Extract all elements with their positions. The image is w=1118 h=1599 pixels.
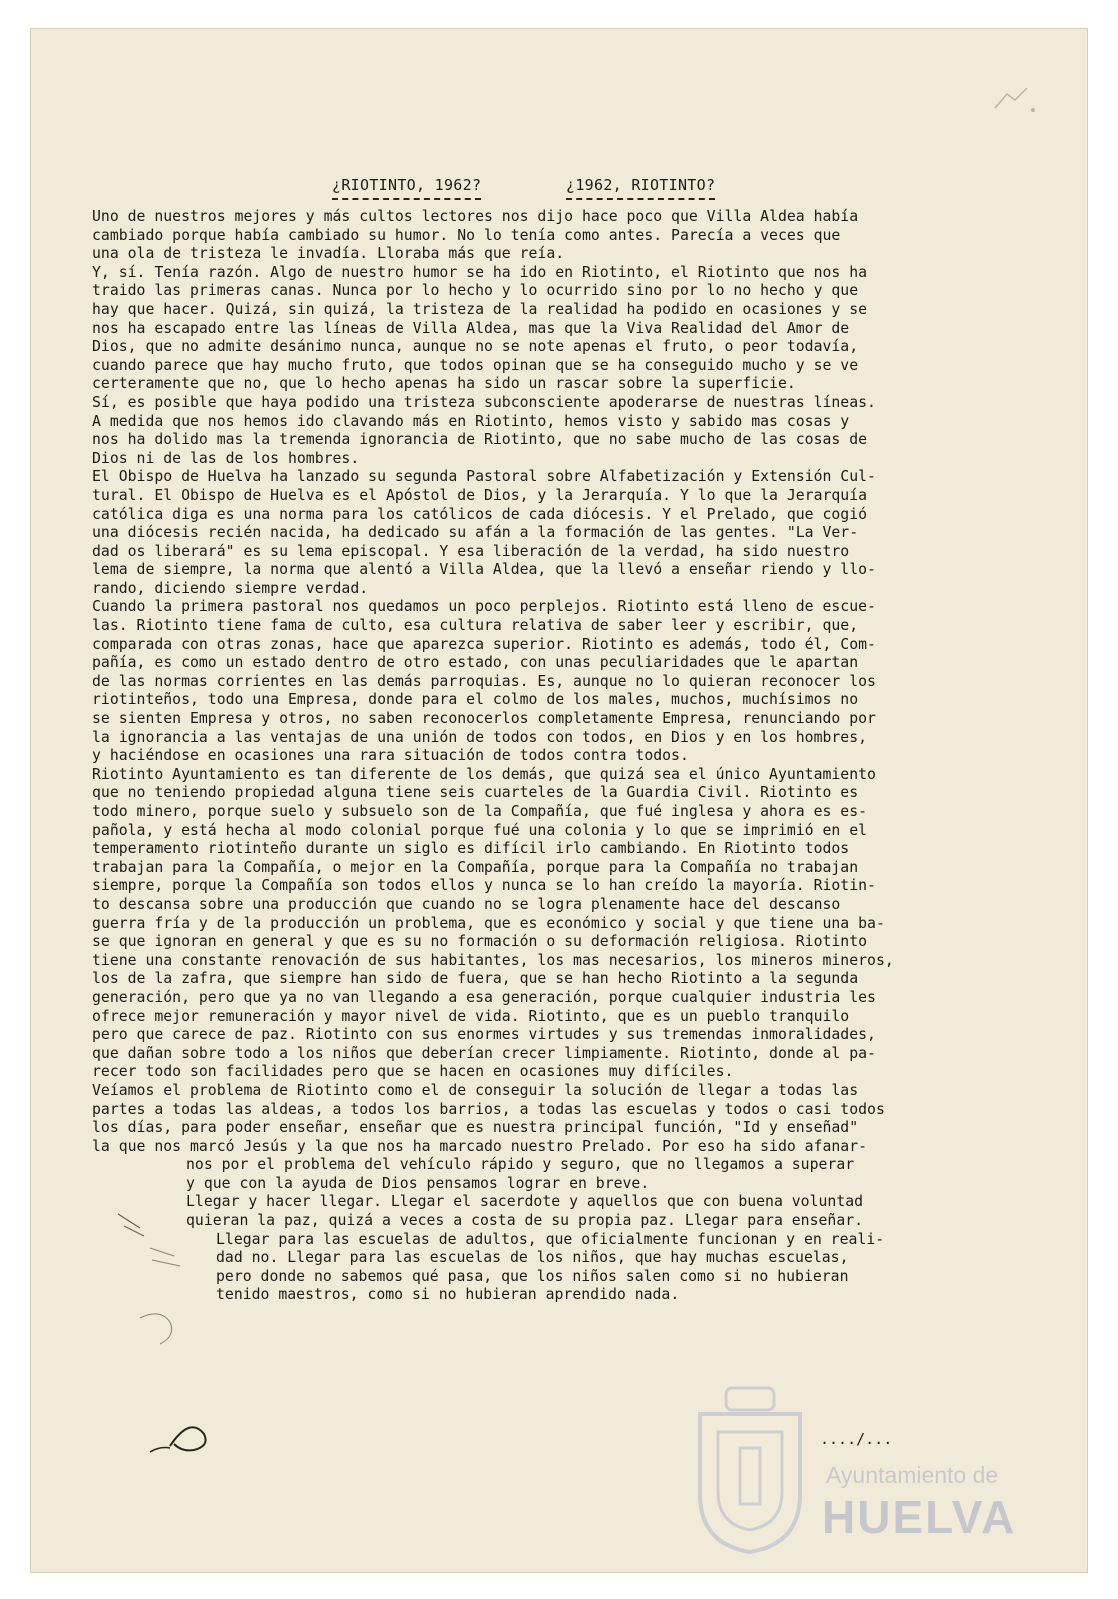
document-page — [30, 28, 1088, 1573]
pencil-marks-icon — [110, 1208, 260, 1468]
watermark — [690, 1374, 1060, 1554]
title-right: ¿1962, RIOTINTO? — [566, 176, 715, 200]
paragraph: Uno de nuestros mejores y más cultos lectores nos dijo hace poco que Villa Aldea había cambiado porque había cambiado su humor. No lo tenía como antes. Parecía a veces que una ola de tristeza le invadía. Lloraba más que reía. — [92, 208, 859, 263]
watermark-line1: Ayuntamiento de — [826, 1462, 999, 1488]
paragraph: Sí, es posible que haya podido una tristeza subconsciente apoderarse de nuestras líneas. A medida que nos hemos ido clavando más en Riotinto, hemos visto y sabido mas cosas y nos ha dolido mas la tremenda ignorancia de Riotinto, que no sabe mucho de las cosas de Dios ni de las de los hombres. — [92, 393, 876, 467]
paragraph: Cuando la primera pastoral nos quedamos un poco perplejos. Riotinto está lleno de escue- las. Riotinto tiene fama de culto, esa cultura relativa de saber leer y escribir, que, comparada con otras zonas, hace que aparezca superior. Riotinto es además, todo él, Com- pañía, es como un estado dentro de otro estado, con unas peculiaridades que le apartan de las normas corrientes en las demás parroquias. Es, aunque no lo quieran reconocer los riotinteños, todo una Empresa, donde para el colmo de los males, muchos, muchísimos no se sienten Empresa y otros, no saben reconocerlos completamente Empresa, renunciando por la ignorancia a las ventajas de una unión de todos con todos, en Dios y en los hombres, y haciéndose en ocasiones una rara situación de todos contra todos. — [92, 598, 876, 765]
paragraph: El Obispo de Huelva ha lanzado su segunda Pastoral sobre Alfabetización y Extensión Cul- tural. El Obispo de Huelva es el Apóstol de Dios, y la Jerarquía. Y lo que la Jerarquía católica diga es una norma para los católicos de cada diócesis. Y el Prelado, que cogió una diócesis recién nacida, ha dedicado su afán a la formación de las gentes. "La Ver- dad os liberará" es su lema episcopal. Y esa liberación de la verdad, ha sido nuestro lema de siempre, la norma que alentó a Villa Aldea, que la llevó a enseñar riendo y llo- rando, diciendo siempre verdad. — [92, 468, 876, 597]
paragraph: Riotinto Ayuntamiento es tan diferente de los demás, que quizá sea el único Ayuntamiento que no teniendo propiedad alguna tiene seis cuarteles de la Guardia Civil. Riotinto es todo minero, porque suelo y subsuelo son de la Compañía, que fué inglesa y ahora es es- pañola, y está hecha al modo colonial porque fué una colonia y lo que se imprimió en el temperamento riotinteño durante un siglo es difícil irlo cambiando. En Riotinto todos trabajan para la Compañía, o mejor en la Compañía, porque para la Compañía no trabajan siempre, porque la Compañía son todos ellos y nunca se lo han creído la mayoría. Riotin- to descansa sobre una producción que cuando no se logra plenamente hace del descanso guerra fría y de la producción un problema, que es económico y social y que tiene una ba- se que ignoran en general y que es su no formación o su deformación religiosa. Riotinto tiene una constante renovación de sus habitantes, los mas necesarios, los mineros mineros, los de la zafra, que siempre han sido de fuera, que se han hecho Riotinto a la segunda generación, pero que ya no van llegando a esa generación, porque cualquier industria les ofrece mejor remuneración y mayor nivel de vida. Riotinto, que es un pueblo tranquilo pero que carece de paz. Riotinto con sus enormes virtudes y sus tremendas inmoralidades, que dañan sobre todo a los niños que deberían crecer limpiamente. Riotinto, donde al pa- recer todo son facilidades pero que se hacen en ocasiones muy difíciles. — [92, 765, 894, 1081]
document-body — [92, 208, 1027, 1305]
paragraph: Y, sí. Tenía razón. Algo de nuestro humor se ha ido en Riotinto, el Riotinto que nos ha traido las primeras canas. Nunca por lo hecho y lo ocurrido sino por lo no hecho y que hay que hacer. Quizá, sin quizá, la tristeza de la realidad ha podido en ocasiones y se nos ha escapado entre las líneas de Villa Aldea, mas que la Viva Realidad del Amor de Dios, que no admite desánimo nunca, aunque no se note apenas el fruto, o peor todavía, cuando parece que hay mucho fruto, que todos opinan que se ha conseguido mucho y se ve certeramente que no, que lo hecho apenas ha sido un rascar sobre la superficie. — [92, 263, 868, 393]
paragraph: Veíamos el problema de Riotinto como el de conseguir la solución de llegar a todas las partes a todas las aldeas, a todos los barrios, a todas las escuelas y todos o casi todos los días, para poder enseñar, enseñar que es nuestra principal función, "Id y enseñad" la que nos marcó Jesús y la que nos ha marcado nuestro Prelado. Por eso ha sido afanar- — [92, 1081, 885, 1155]
ink-smudge-icon — [985, 80, 1045, 120]
coat-of-arms-icon — [690, 1374, 810, 1554]
indented-paragraph: Llegar y hacer llegar. Llegar el sacerdote y aquellos que con buena voluntad quieran la paz, quizá a veces a costa de su propia paz. Llegar para enseñar. — [186, 1193, 864, 1230]
document-heading — [30, 176, 1088, 206]
indented-paragraph: Llegar para las escuelas de adultos, que oficialmente funcionan y en reali- dad no. Llegar para las escuelas de los niños, que hay muchas escuelas, pero donde no sabemos qué pasa, que los niños salen como si no hubieran tenido maestros, como si no hubieran aprendido nada. — [216, 1230, 885, 1304]
watermark-line2: HUELVA — [822, 1491, 1017, 1543]
continuation-mark: ..../... — [820, 1430, 893, 1448]
title-left: ¿RIOTINTO, 1962? — [332, 176, 481, 200]
indented-paragraph: nos por el problema del vehículo rápido y seguro, que no llegamos a superar y que con la ayuda de Dios pensamos lograr en breve. — [186, 1156, 855, 1192]
